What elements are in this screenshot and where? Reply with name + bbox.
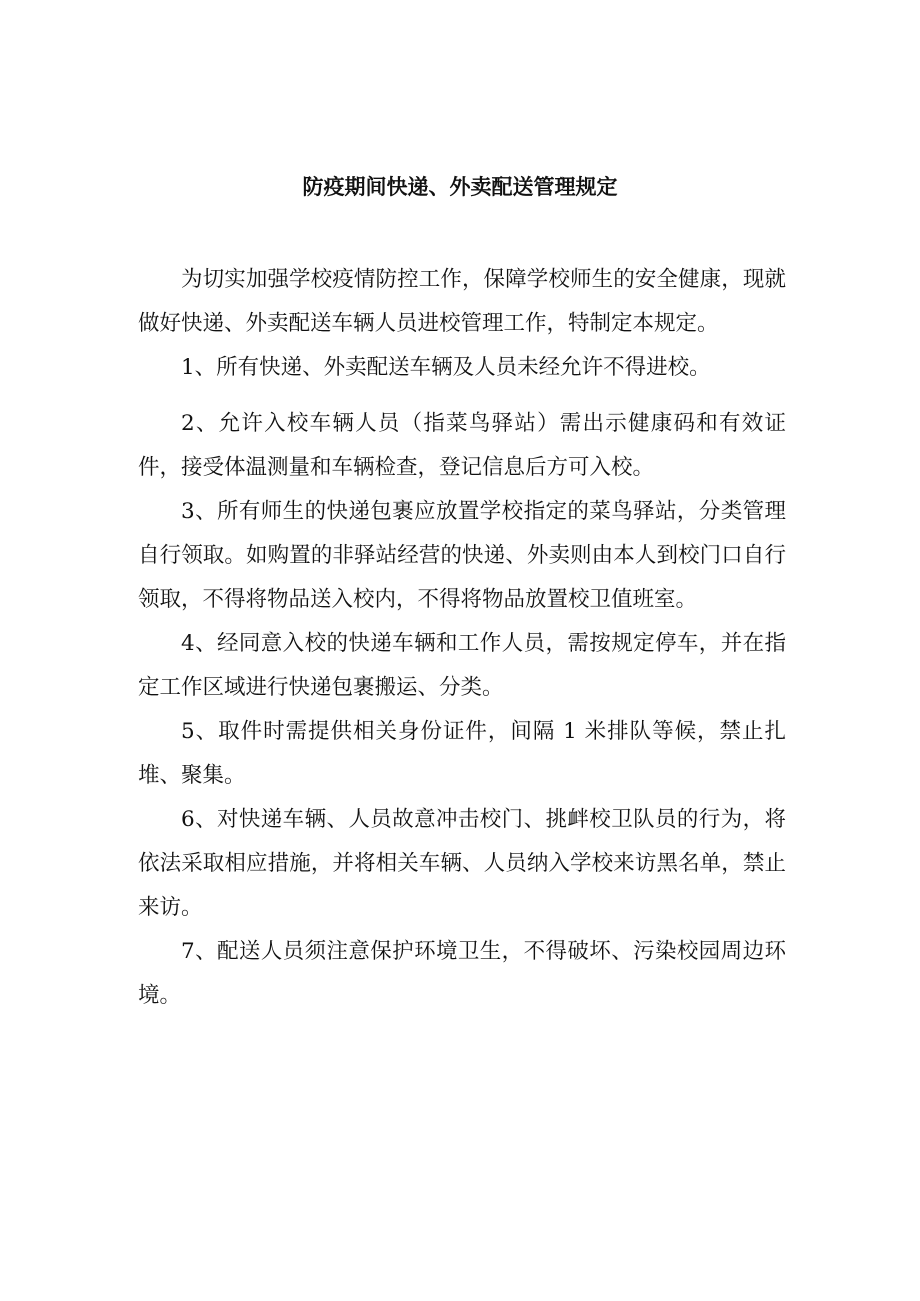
rule-7-paragraph: 7、配送人员须注意保护环境卫生，不得破坏、污染校园周边环境。 (138, 939, 786, 1008)
rule-5-paragraph: 5、取件时需提供相关身份证件，间隔 1 米排队等候，禁止扎堆、聚集。 (138, 719, 786, 788)
document-title: 防疫期间快递、外卖配送管理规定 (302, 175, 618, 199)
rule-2-paragraph: 2、允许入校车辆人员（指菜鸟驿站）需出示健康码和有效证件，接受体温测量和车辆检查，登记信息后方可入校。 (138, 411, 786, 480)
rule-1-paragraph: 1、所有快递、外卖配送车辆及人员未经允许不得进校。 (181, 355, 711, 380)
document-body (138, 258, 786, 1018)
intro-paragraph: 为切实加强学校疫情防控工作，保障学校师生的安全健康，现就做好快递、外卖配送车辆人员进校管理工作，特制定本规定。 (138, 267, 786, 336)
rule-6-paragraph: 6、对快递车辆、人员故意冲击校门、挑衅校卫队员的行为，将依法采取相应措施，并将相关车辆、人员纳入学校来访黑名单，禁止来访。 (138, 807, 786, 920)
rule-3-paragraph: 3、所有师生的快递包裹应放置学校指定的菜鸟驿站，分类管理自行领取。如购置的非驿站经营的快递、外卖则由本人到校门口自行领取，不得将物品送入校内，不得将物品放置校卫值班室。 (138, 499, 786, 612)
rule-4-paragraph: 4、经同意入校的快递车辆和工作人员，需按规定停车，并在指定工作区域进行快递包裹搬运、分类。 (138, 631, 786, 700)
